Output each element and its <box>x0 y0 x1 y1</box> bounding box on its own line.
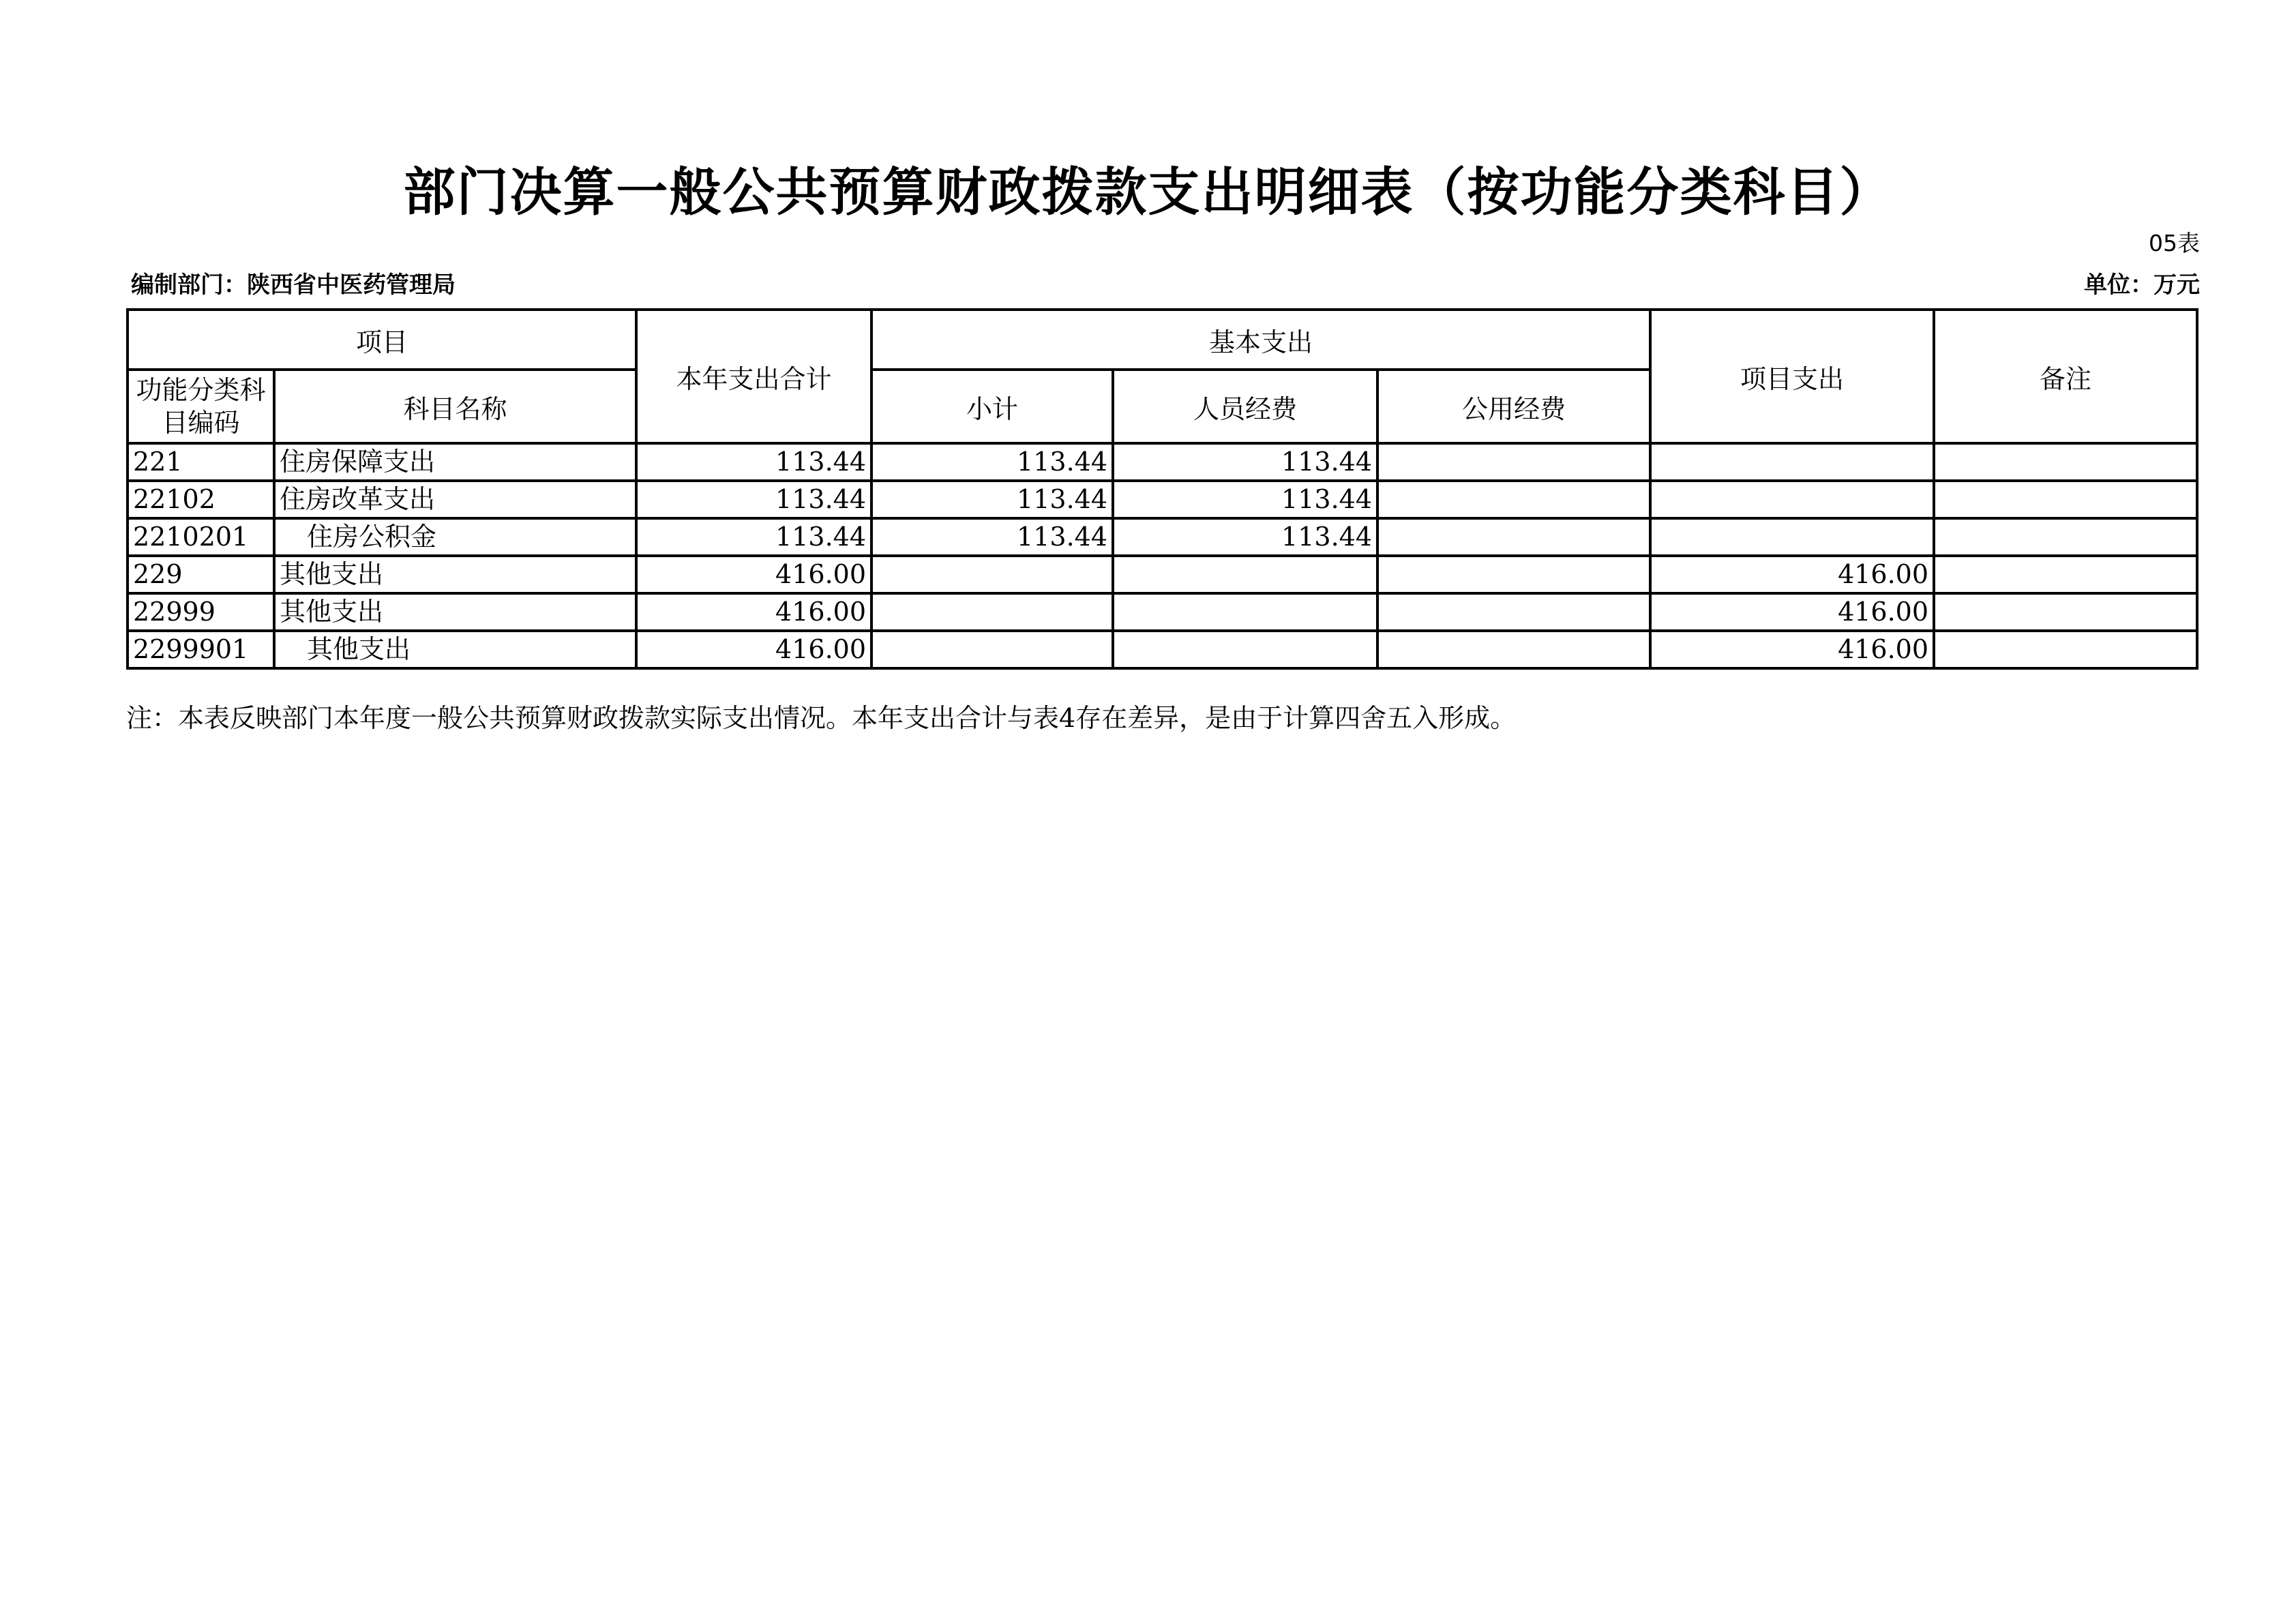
cell-subtotal: 113.44 <box>871 518 1113 556</box>
cell-personnel: 113.44 <box>1113 443 1377 481</box>
table-row <box>128 556 2197 593</box>
cell-code: 2299901 <box>128 631 274 668</box>
expenditure-detail-table <box>126 308 2198 670</box>
cell-remarks <box>1934 593 2197 631</box>
table-row <box>128 593 2197 631</box>
cell-code: 22102 <box>128 481 274 518</box>
cell-remarks <box>1934 481 2197 518</box>
cell-remarks <box>1934 443 2197 481</box>
header-subtotal: 小计 <box>871 370 1113 443</box>
cell-public <box>1377 593 1650 631</box>
cell-project <box>1650 481 1934 518</box>
cell-total: 113.44 <box>636 443 871 481</box>
cell-code: 221 <box>128 443 274 481</box>
cell-name: 其他支出 <box>274 631 636 668</box>
cell-name: 住房保障支出 <box>274 443 636 481</box>
header-name: 科目名称 <box>274 370 636 443</box>
cell-name: 住房公积金 <box>274 518 636 556</box>
cell-personnel: 113.44 <box>1113 518 1377 556</box>
cell-total: 416.00 <box>636 556 871 593</box>
cell-total: 416.00 <box>636 593 871 631</box>
cell-subtotal <box>871 556 1113 593</box>
cell-personnel <box>1113 556 1377 593</box>
table-row <box>128 631 2197 668</box>
cell-public <box>1377 518 1650 556</box>
header-item: 项目 <box>128 310 636 370</box>
table-row <box>128 443 2197 481</box>
cell-total: 416.00 <box>636 631 871 668</box>
cell-project: 416.00 <box>1650 631 1934 668</box>
header-public: 公用经费 <box>1377 370 1650 443</box>
cell-name: 住房改革支出 <box>274 481 636 518</box>
cell-personnel: 113.44 <box>1113 481 1377 518</box>
cell-personnel <box>1113 631 1377 668</box>
cell-code: 2210201 <box>128 518 274 556</box>
cell-code: 229 <box>128 556 274 593</box>
cell-public <box>1377 481 1650 518</box>
header-remarks: 备注 <box>1934 310 2197 443</box>
cell-subtotal <box>871 631 1113 668</box>
compiling-department: 编制部门：陕西省中医药管理局 <box>131 271 456 299</box>
cell-project: 416.00 <box>1650 593 1934 631</box>
header-project-expenditure: 项目支出 <box>1650 310 1934 443</box>
cell-public <box>1377 556 1650 593</box>
cell-total: 113.44 <box>636 518 871 556</box>
cell-code: 22999 <box>128 593 274 631</box>
header-code: 功能分类科目编码 <box>128 370 274 443</box>
cell-name: 其他支出 <box>274 593 636 631</box>
cell-total: 113.44 <box>636 481 871 518</box>
unit-label: 单位：万元 <box>2084 271 2200 299</box>
cell-project <box>1650 518 1934 556</box>
header-total: 本年支出合计 <box>636 310 871 443</box>
cell-public <box>1377 443 1650 481</box>
cell-public <box>1377 631 1650 668</box>
cell-name: 其他支出 <box>274 556 636 593</box>
header-basic-expenditure: 基本支出 <box>871 310 1650 370</box>
table-row <box>128 518 2197 556</box>
cell-remarks <box>1934 631 2197 668</box>
cell-remarks <box>1934 556 2197 593</box>
cell-subtotal: 113.44 <box>871 481 1113 518</box>
table-number: 05表 <box>2149 230 2200 256</box>
cell-subtotal <box>871 593 1113 631</box>
footnote: 注：本表反映部门本年度一般公共预算财政拨款实际支出情况。本年支出合计与表4存在差异，是由于计算四舍五入形成。 <box>126 703 1517 733</box>
table-row <box>128 481 2197 518</box>
cell-subtotal: 113.44 <box>871 443 1113 481</box>
header-personnel: 人员经费 <box>1113 370 1377 443</box>
cell-remarks <box>1934 518 2197 556</box>
cell-personnel <box>1113 593 1377 631</box>
cell-project: 416.00 <box>1650 556 1934 593</box>
cell-project <box>1650 443 1934 481</box>
page-title: 部门决算一般公共预算财政拨款支出明细表（按功能分类科目） <box>403 162 1893 222</box>
